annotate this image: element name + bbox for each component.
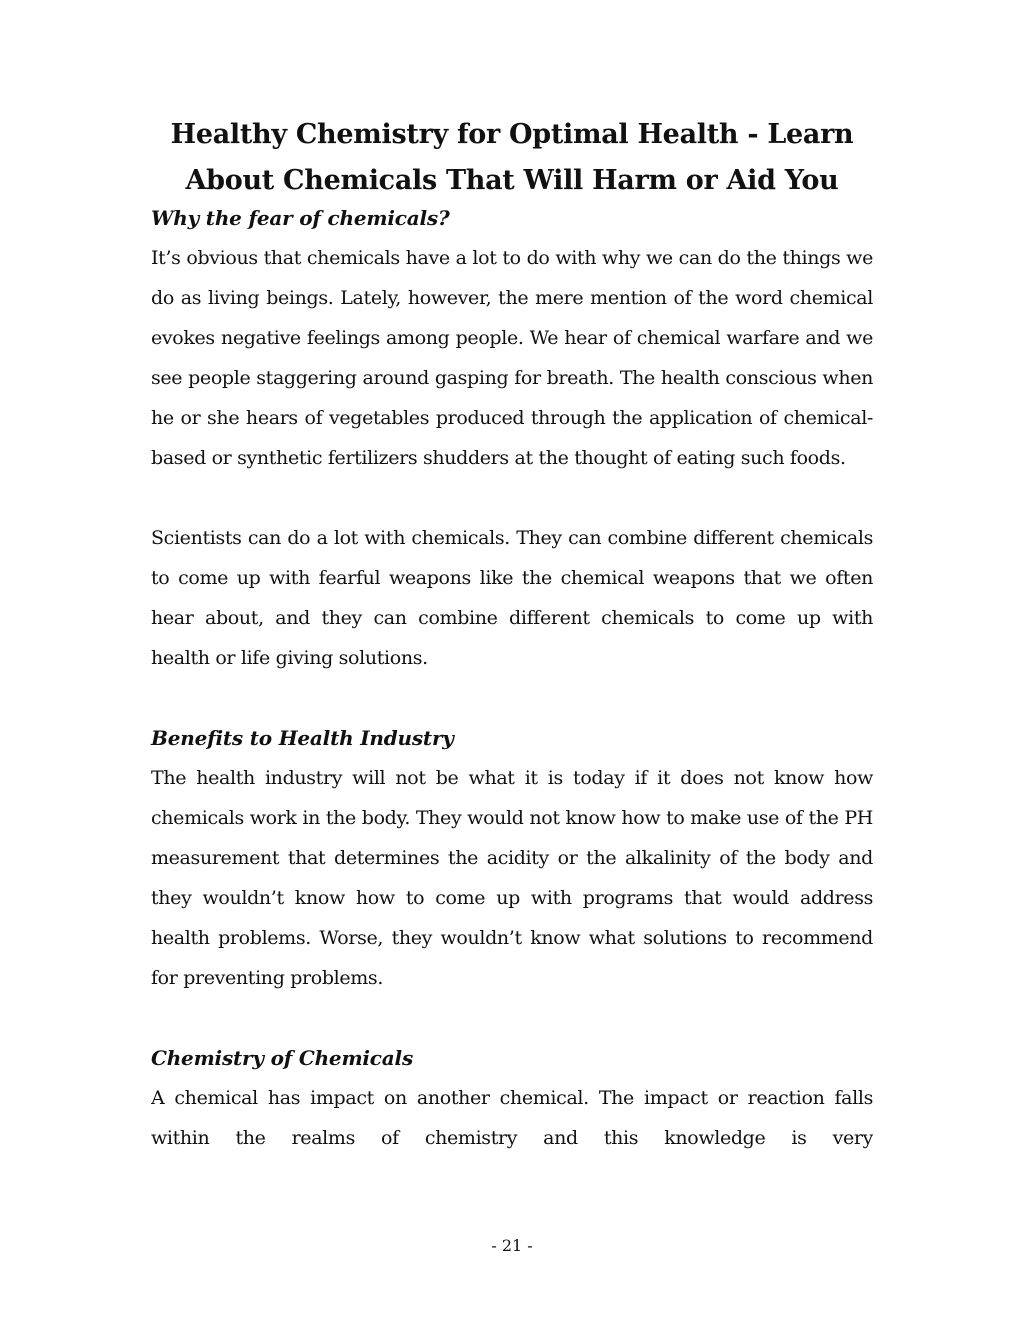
paragraph-spacer (151, 678, 873, 718)
paragraph-spacer (151, 478, 873, 518)
paragraph-scientists: Scientists can do a lot with chemicals. They can combine different chemicals to come up with fearful weapons like the chemical weapons that we often hear about, and they can combine different chemicals to come up with health or life giving solutions. (151, 527, 873, 669)
paragraph-health-industry: The health industry will not be what it is today if it does not know how chemicals work in the body. They would not know how to make use of the PH measurement that determines the acidity or the alkalinity of the body and they wouldn’t know how to come up with programs that would address health problems. Worse, they wouldn’t know what solutions to recommend for preventing problems. (151, 767, 873, 989)
paragraph-spacer (151, 998, 873, 1038)
paragraph-chemical-impact: A chemical has impact on another chemical. The impact or reaction falls within the realms of chemistry and this knowledge is very (151, 1087, 873, 1149)
paragraph-fear-of-chemicals: It’s obvious that chemicals have a lot to do with why we can do the things we do as living beings. Lately, however, the mere mention of the word chemical evokes negative feelings among people. We hear of chemical warfare and we see people staggering around gasping for breath. The health conscious when he or she hears of vegetables produced through the application of chemical-based or synthetic fertilizers shudders at the thought of eating such foods. (151, 247, 873, 469)
section-heading-chemistry: Chemistry of Chemicals (151, 1046, 414, 1070)
section-heading-why-fear: Why the fear of chemicals? (151, 206, 450, 230)
page-number: - 21 - (491, 1236, 533, 1255)
document-page (151, 112, 873, 1158)
section-heading-benefits: Benefits to Health Industry (151, 726, 454, 750)
page-title: Healthy Chemistry for Optimal Health - Learn About Chemicals That Will Harm or Aid You (170, 119, 854, 196)
